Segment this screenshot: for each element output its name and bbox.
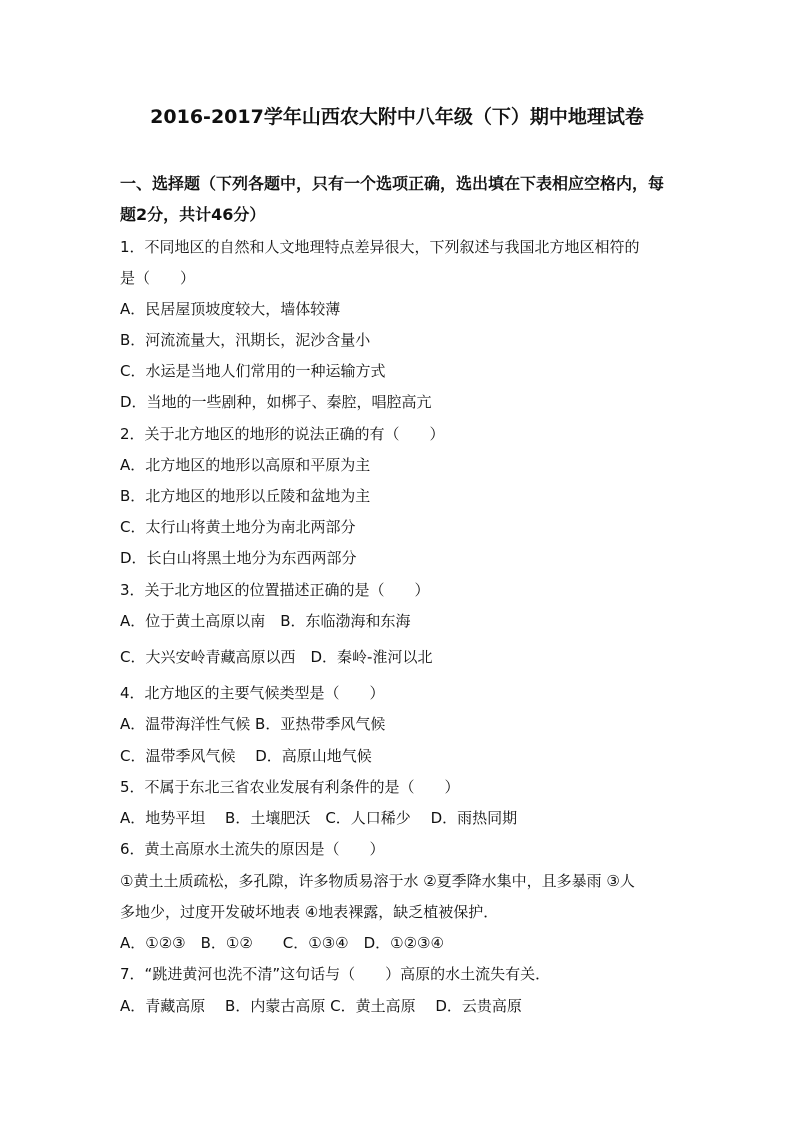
question-4-options-cd: C．温带季风气候 D．高原山地气候	[120, 747, 372, 765]
question-6-stem: 6．黄土高原水土流失的原因是（ ）	[120, 840, 385, 858]
section-heading-line-2: 题2分，共计46分）	[120, 205, 266, 224]
question-1-option-d: D．当地的一些剧种，如梆子、秦腔，唱腔高亢	[120, 393, 432, 411]
question-7-options: A．青藏高原 B．内蒙古高原 C．黄土高原 D．云贵高原	[120, 997, 522, 1015]
question-4-options-ab: A．温带海洋性气候 B．亚热带季风气候	[120, 715, 386, 733]
question-2-option-b: B．北方地区的地形以丘陵和盆地为主	[120, 487, 371, 505]
section-heading-line-1: 一、选择题（下列各题中，只有一个选项正确，选出填在下表相应空格内，每	[120, 174, 665, 193]
question-1-option-c: C．水运是当地人们常用的一种运输方式	[120, 362, 386, 380]
question-6-statements-line-1: ①黄土土质疏松，多孔隙，许多物质易溶于水 ②夏季降水集中，且多暴雨 ③人	[120, 872, 635, 890]
question-3-options-ab: A．位于黄土高原以南 B．东临渤海和东海	[120, 612, 411, 630]
question-3-stem: 3．关于北方地区的位置描述正确的是（ ）	[120, 581, 430, 599]
question-7-stem: 7．“跳进黄河也洗不清”这句话与（ ）高原的水土流失有关．	[120, 965, 551, 983]
question-1-stem-line-2: 是（ ）	[120, 269, 196, 287]
question-2-option-d: D．长白山将黑土地分为东西两部分	[120, 549, 357, 567]
question-2-option-c: C．太行山将黄土地分为南北两部分	[120, 518, 356, 536]
question-1-option-a: A．民居屋顶坡度较大，墙体较薄	[120, 300, 341, 318]
question-2-stem: 2．关于北方地区的地形的说法正确的有（ ）	[120, 425, 445, 443]
question-4-stem: 4．北方地区的主要气候类型是（ ）	[120, 684, 385, 702]
question-1-stem-line-1: 1．不同地区的自然和人文地理特点差异很大，下列叙述与我国北方地区相符的	[120, 238, 640, 256]
question-2-option-a: A．北方地区的地形以高原和平原为主	[120, 456, 371, 474]
question-6-statements-line-2: 多地少，过度开发破坏地表 ④地表裸露，缺乏植被保护．	[120, 903, 499, 921]
page-title: 2016-2017学年山西农大附中八年级（下）期中地理试卷	[150, 106, 644, 128]
question-3-options-cd: C．大兴安岭青藏高原以西 D．秦岭-淮河以北	[120, 648, 433, 666]
question-6-options: A．①②③ B．①② C．①③④ D．①②③④	[120, 934, 444, 952]
question-5-stem: 5．不属于东北三省农业发展有利条件的是（ ）	[120, 778, 460, 796]
question-5-options: A．地势平坦 B．土壤肥沃 C．人口稀少 D．雨热同期	[120, 809, 518, 827]
question-1-option-b: B．河流流量大，汛期长，泥沙含量小	[120, 331, 371, 349]
